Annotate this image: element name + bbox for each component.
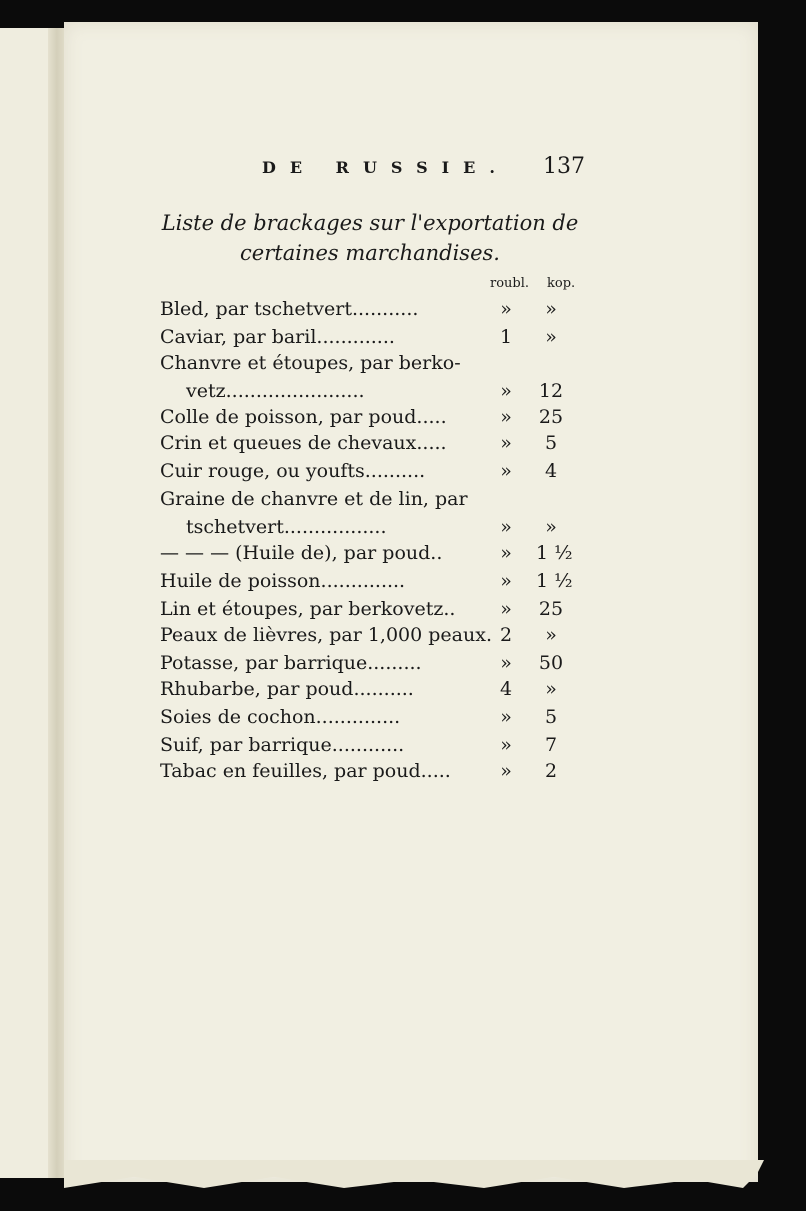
row-label: Tabac en feuilles, par poud..... [160, 760, 451, 782]
list-row [0, 326, 806, 352]
row-roubl: » [500, 598, 512, 620]
row-label: Caviar, par baril............. [160, 326, 395, 348]
row-label: Lin et étoupes, par berkovetz.. [160, 598, 456, 620]
list-row [0, 678, 806, 704]
row-roubl: » [500, 706, 512, 728]
row-kop: » [545, 678, 557, 700]
row-label: Potasse, par barrique......... [160, 652, 422, 674]
list-row [0, 460, 806, 486]
row-roubl: » [500, 432, 512, 454]
list-row [0, 542, 806, 568]
row-label: Graine de chanvre et de lin, par [160, 488, 468, 510]
row-label: Peaux de lièvres, par 1,000 peaux. [160, 624, 492, 646]
list-row [0, 488, 806, 514]
row-roubl: 2 [499, 624, 513, 646]
row-kop: 7 [544, 734, 558, 756]
list-row [0, 624, 806, 650]
row-label: Suif, par barrique............ [160, 734, 405, 756]
row-kop: 25 [538, 406, 564, 428]
row-label: Colle de poisson, par poud..... [160, 406, 447, 428]
list-row [0, 652, 806, 678]
list-row [0, 570, 806, 596]
row-label: Soies de cochon.............. [160, 706, 401, 728]
column-header-roubl: roubl. [490, 276, 530, 291]
row-kop: 5 [544, 432, 558, 454]
row-roubl: » [500, 380, 512, 402]
column-header-kop: kop. [547, 276, 576, 291]
row-kop: 50 [538, 652, 564, 674]
row-kop: 2 [544, 760, 558, 782]
row-kop: 5 [544, 706, 558, 728]
list-row [0, 734, 806, 760]
list-row [0, 352, 806, 378]
row-label: tschetvert................. [186, 516, 387, 538]
row-roubl: 4 [499, 678, 513, 700]
page-number: 137 [543, 154, 585, 179]
row-label: Rhubarbe, par poud.......... [160, 678, 414, 700]
list-row [0, 598, 806, 624]
row-kop: 12 [538, 380, 564, 402]
row-kop: 1 ½ [536, 542, 573, 564]
row-roubl: » [500, 652, 512, 674]
row-roubl: » [500, 516, 512, 538]
row-kop: » [545, 516, 557, 538]
row-label: Chanvre et étoupes, par berko- [160, 352, 461, 374]
list-row [0, 516, 806, 542]
list-row [0, 760, 806, 786]
list-row [0, 380, 806, 406]
row-roubl: » [500, 570, 512, 592]
list-row [0, 406, 806, 432]
row-roubl: » [500, 760, 512, 782]
row-roubl: » [500, 406, 512, 428]
heading-line-1: Liste de brackages sur l'exportation de [161, 211, 579, 235]
row-roubl: » [500, 460, 512, 482]
list-heading [160, 208, 580, 268]
row-label: — — — (Huile de), par poud.. [160, 542, 443, 564]
row-label: Huile de poisson.............. [160, 570, 406, 592]
row-kop: 4 [544, 460, 558, 482]
list-row [0, 298, 806, 324]
row-kop: 1 ½ [536, 570, 573, 592]
heading-line-2: certaines marchandises. [240, 241, 500, 265]
row-roubl: » [500, 542, 512, 564]
row-roubl: » [500, 734, 512, 756]
page-deckle-edge [64, 1160, 764, 1188]
row-label: Bled, par tschetvert........... [160, 298, 419, 320]
row-kop: » [545, 624, 557, 646]
row-kop: » [545, 326, 557, 348]
list-row [0, 706, 806, 732]
row-kop: » [545, 298, 557, 320]
row-roubl: 1 [499, 326, 513, 348]
row-label: Cuir rouge, ou youfts.......... [160, 460, 426, 482]
list-row [0, 432, 806, 458]
running-title: DE RUSSIE. [262, 158, 509, 177]
row-label: vetz....................... [186, 380, 365, 402]
row-label: Crin et queues de chevaux..... [160, 432, 447, 454]
row-roubl: » [500, 298, 512, 320]
row-kop: 25 [538, 598, 564, 620]
